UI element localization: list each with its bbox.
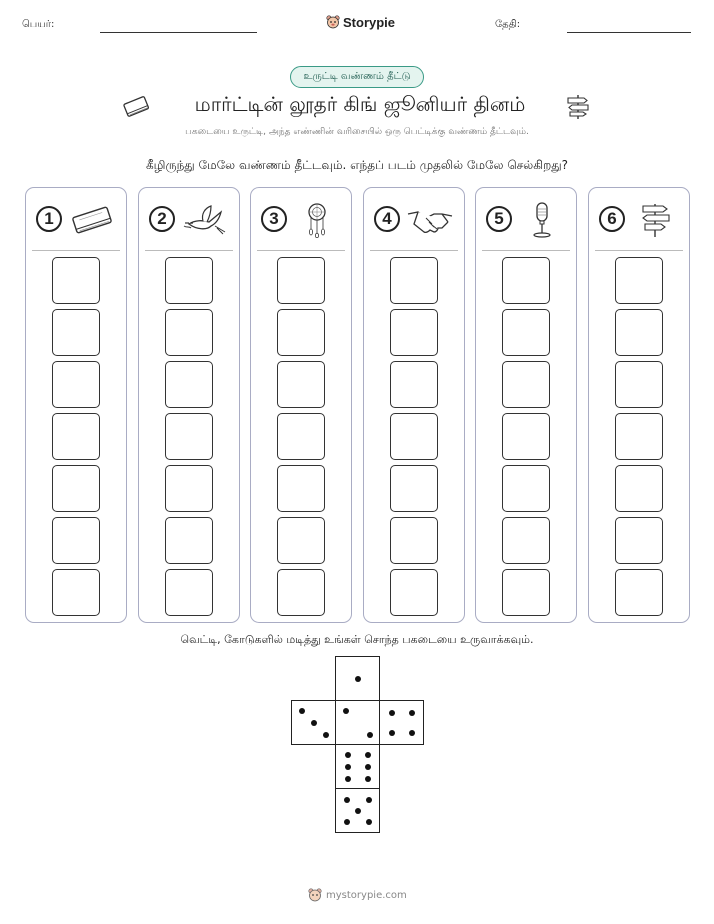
column-header — [26, 188, 126, 250]
die-pip — [323, 732, 329, 738]
footer-url[interactable]: mystorypie.com — [326, 889, 407, 901]
die-pip — [345, 764, 351, 770]
column-header — [364, 188, 464, 250]
dice-instruction: வெட்டி, கோடுகளில் மடித்து உங்கள் சொந்த பகடையை உருவாக்கவும். — [180, 633, 534, 646]
signpost-icon — [562, 92, 594, 120]
die-pip — [365, 776, 371, 782]
name-line[interactable] — [100, 32, 257, 33]
color-box[interactable] — [615, 517, 663, 564]
column-header — [251, 188, 351, 250]
color-box[interactable] — [390, 569, 438, 616]
die-pip — [299, 708, 305, 714]
color-box[interactable] — [615, 569, 663, 616]
die-face-2 — [335, 700, 380, 745]
color-box[interactable] — [390, 361, 438, 408]
color-box[interactable] — [165, 257, 213, 304]
color-box[interactable] — [165, 517, 213, 564]
color-box[interactable] — [390, 257, 438, 304]
column-number: 4 — [374, 206, 400, 232]
die-pip — [389, 710, 395, 716]
color-box[interactable] — [390, 309, 438, 356]
column-4 — [363, 187, 465, 623]
color-box[interactable] — [390, 517, 438, 564]
color-box[interactable] — [390, 465, 438, 512]
die-pip — [345, 752, 351, 758]
color-box[interactable] — [502, 257, 550, 304]
column-5 — [475, 187, 577, 623]
signpost-icon — [631, 202, 679, 238]
column-number: 1 — [36, 206, 62, 232]
die-pip — [367, 732, 373, 738]
name-label: பெயர்: — [22, 19, 55, 30]
color-box[interactable] — [277, 465, 325, 512]
storypie-mascot-icon — [326, 15, 340, 29]
footer — [308, 886, 407, 904]
column-header — [476, 188, 576, 250]
color-box[interactable] — [615, 309, 663, 356]
color-box[interactable] — [277, 309, 325, 356]
color-box[interactable] — [277, 257, 325, 304]
color-box[interactable] — [277, 569, 325, 616]
color-box[interactable] — [502, 569, 550, 616]
color-box[interactable] — [165, 569, 213, 616]
die-pip — [311, 720, 317, 726]
color-box[interactable] — [277, 361, 325, 408]
brand-name: Storypie — [343, 14, 396, 30]
die-face-4 — [379, 700, 424, 745]
color-box[interactable] — [165, 361, 213, 408]
column-header — [139, 188, 239, 250]
color-box[interactable] — [52, 257, 100, 304]
book-icon — [68, 202, 116, 238]
page-title: மார்ட்டின் லூதர் கிங் ஜூனியர் தினம் — [194, 92, 526, 116]
die-pip — [409, 730, 415, 736]
column-number: 3 — [261, 206, 287, 232]
die-pip — [344, 797, 350, 803]
column-1 — [25, 187, 127, 623]
color-box[interactable] — [502, 309, 550, 356]
column-2 — [138, 187, 240, 623]
color-box[interactable] — [52, 361, 100, 408]
color-box[interactable] — [502, 413, 550, 460]
brand-logo — [326, 13, 395, 31]
color-box[interactable] — [52, 465, 100, 512]
date-label: தேதி: — [495, 19, 521, 30]
question-text: கீழிருந்து மேலே வண்ணம் தீட்டவும். எந்தப் படம் முதலில் மேலே செல்கிறது? — [145, 158, 569, 172]
activity-badge: உருட்டி வண்ணம் தீட்டு — [290, 66, 424, 88]
color-box[interactable] — [615, 465, 663, 512]
column-header — [589, 188, 689, 250]
color-box[interactable] — [52, 309, 100, 356]
die-face-5 — [335, 788, 380, 833]
dove-icon — [181, 202, 229, 238]
column-number: 5 — [486, 206, 512, 232]
microphone-icon — [518, 202, 566, 238]
column-3 — [250, 187, 352, 623]
color-box[interactable] — [165, 413, 213, 460]
die-pip — [343, 708, 349, 714]
die-pip — [365, 752, 371, 758]
die-pip — [366, 797, 372, 803]
die-face-3 — [291, 700, 336, 745]
color-box[interactable] — [615, 257, 663, 304]
book-icon — [120, 92, 152, 120]
die-pip — [365, 764, 371, 770]
color-box[interactable] — [165, 465, 213, 512]
die-face-6 — [335, 744, 380, 789]
die-pip — [345, 776, 351, 782]
color-box[interactable] — [615, 413, 663, 460]
column-number: 6 — [599, 206, 625, 232]
subtitle: பகடையை உருட்டி, அந்த எண்ணின் வரிசையில் ஒரு பெட்டிக்கு வண்ணம் தீட்டவும். — [185, 127, 529, 137]
dreamcatcher-icon — [293, 202, 341, 238]
color-box[interactable] — [502, 465, 550, 512]
column-number: 2 — [149, 206, 175, 232]
color-box[interactable] — [390, 413, 438, 460]
die-pip — [389, 730, 395, 736]
color-box[interactable] — [52, 569, 100, 616]
die-pip — [409, 710, 415, 716]
die-pip — [355, 808, 361, 814]
color-box[interactable] — [277, 413, 325, 460]
color-box[interactable] — [165, 309, 213, 356]
die-face-1 — [335, 656, 380, 701]
die-pip — [355, 676, 361, 682]
color-box[interactable] — [52, 517, 100, 564]
color-box[interactable] — [52, 413, 100, 460]
handshake-icon — [406, 202, 454, 238]
date-line[interactable] — [567, 32, 691, 33]
storypie-mascot-icon — [308, 888, 322, 902]
die-pip — [344, 819, 350, 825]
color-box[interactable] — [502, 517, 550, 564]
color-box[interactable] — [277, 517, 325, 564]
color-box[interactable] — [502, 361, 550, 408]
die-pip — [366, 819, 372, 825]
column-6 — [588, 187, 690, 623]
color-box[interactable] — [615, 361, 663, 408]
